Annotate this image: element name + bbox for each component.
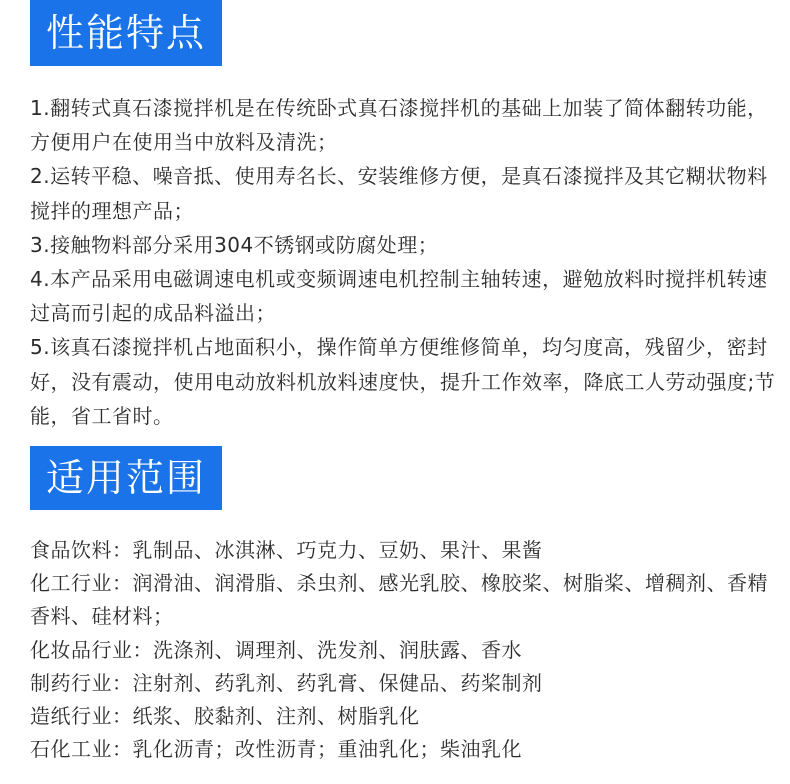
feature-item-4: 4.本产品采用电磁调速电机或变频调速电机控制主轴转速，避勉放料时搅拌机转速过高而引起的成品料溢出；	[30, 267, 768, 326]
scope-item-pharma: 制药行业：注射剂、药乳剂、药乳膏、保健品、药桨制剂	[30, 670, 543, 695]
scope-item-petrochem: 石化工业：乳化沥青；改性沥青；重油乳化；柴油乳化	[30, 737, 522, 762]
features-list	[30, 91, 782, 433]
feature-item-3: 3.接触物料部分采用304不锈钢或防腐处理；	[30, 232, 439, 257]
scope-list	[30, 534, 782, 766]
scope-item-cosmetics: 化妆品行业：洗涤剂、调理剂、洗发剂、润肤露、香水	[30, 637, 522, 662]
scope-section-title: 适用范围	[30, 446, 222, 510]
feature-item-1: 1.翻转式真石漆搅拌机是在传统卧式真石漆搅拌机的基础上加装了简体翻转功能，方便用户在使用当中放料及清洗；	[30, 96, 768, 155]
feature-item-2: 2.运转平稳、噪音抵、使用寿名长、安装维修方便，是真石漆搅拌及其它糊状物料搅拌的理想产品；	[30, 164, 768, 223]
feature-item-5: 5.该真石漆搅拌机占地面积小，操作简单方便维修简单，均匀度高，残留少，密封好，没有震动，使用电动放料机放料速度快，提升工作效率，降底工人劳动强度;节能，省工省时。	[30, 335, 776, 428]
scope-item-paper: 造纸行业：纸浆、胶黏剂、注剂、树脂乳化	[30, 704, 420, 729]
scope-item-food: 食品饮料：乳制品、冰淇淋、巧克力、豆奶、果汁、果酱	[30, 538, 543, 562]
features-section-title: 性能特点	[30, 0, 222, 66]
scope-item-chemical: 化工行业：润滑油、润滑脂、杀虫剂、感光乳胶、橡胶桨、树脂桨、增稠剂、香精香料、硅材料；	[30, 571, 768, 629]
